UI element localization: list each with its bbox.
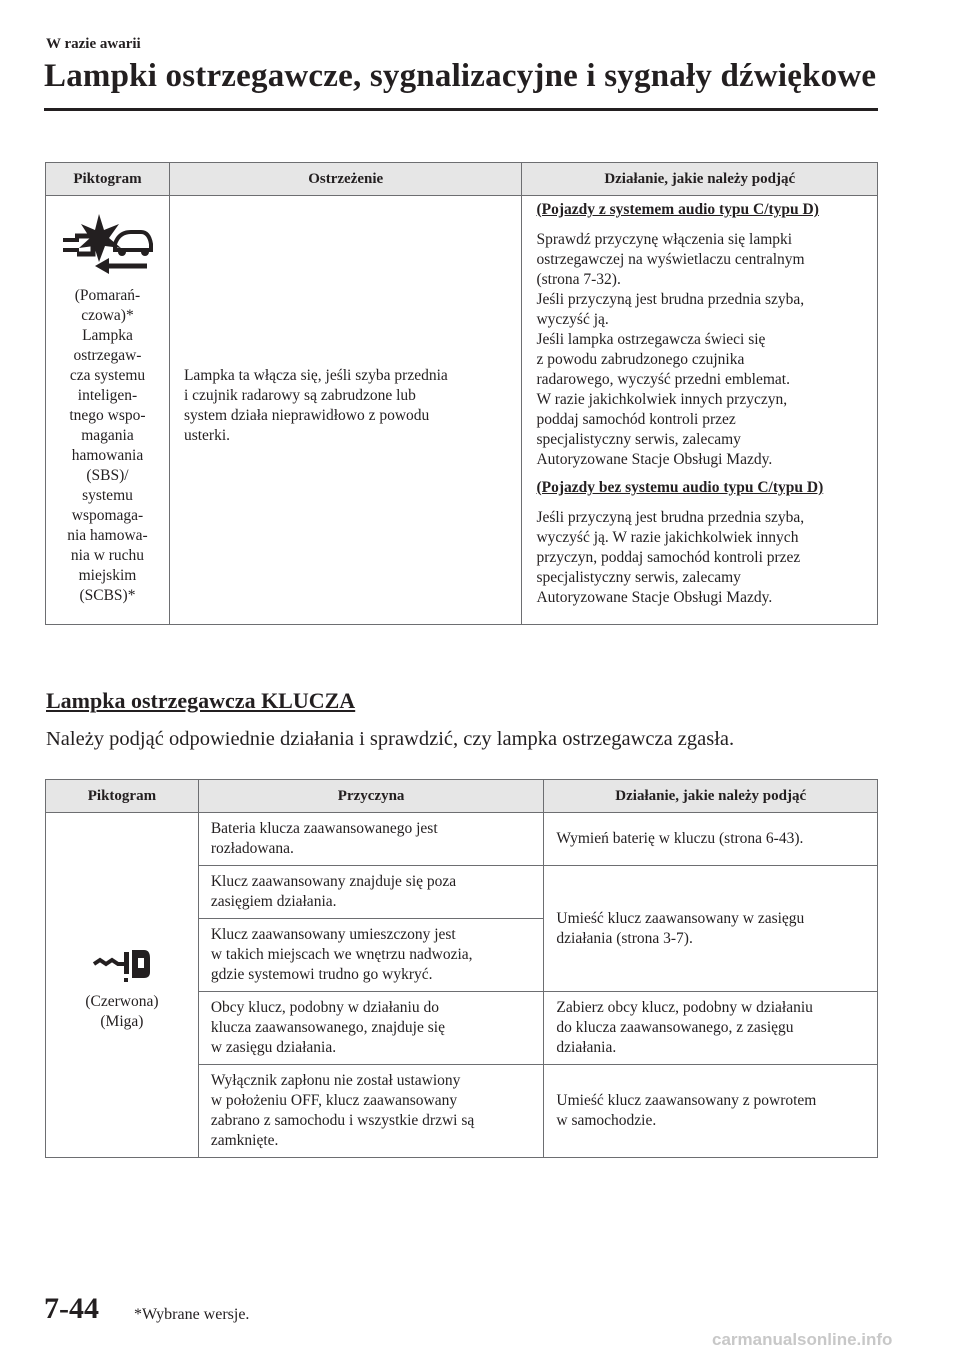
- cause-text: Bateria klucza zaawansowanego jest rozładowana.: [210, 820, 438, 857]
- watermark: carmanualsonline.info: [712, 1330, 893, 1349]
- action-text: Jeśli przyczyną jest brudna przednia szyba, wyczyść ją. W razie jakichkolwiek innych przyczyn, poddaj samochód kontroli przez specjalistyczny serwis, zalecamy Autoryzowane Stacje Obsługi Mazdy.: [536, 509, 805, 606]
- column-header: Piktogram: [46, 163, 170, 196]
- column-header: Piktogram: [46, 780, 199, 813]
- action-text: Umieść klucz zaawansowany z powrotem w samochodzie.: [556, 1092, 817, 1129]
- pictogram-caption: (Pomarań- czowa)* Lampka ostrzegaw- cza systemu inteligen- tnego wspo- magania hamowania (SBS)/ systemu wspomaga- nia hamowa- nia w ruchu miejskim (SCBS)*: [67, 287, 148, 604]
- cause-text: Wyłącznik zapłonu nie został ustawiony w położeniu OFF, klucz zaawansowany zabrano z samochodu i wszystkie drzwi są zamknięte.: [210, 1072, 475, 1149]
- action-text: Umieść klucz zaawansowany w zasięgu działania (strona 3-7).: [556, 909, 805, 947]
- action-cell: [544, 813, 878, 866]
- cause-cell: [198, 919, 544, 992]
- cause-cell: [198, 813, 544, 866]
- pictogram-cell: [46, 813, 199, 1158]
- cause-text: Klucz zaawansowany znajduje się poza zasięgiem działania.: [210, 873, 457, 910]
- column-header: Działanie, jakie należy podjąć: [544, 780, 878, 813]
- pictogram-caption: (Czerwona) (Miga): [85, 993, 159, 1030]
- sbs-scbs-warning-icon: [59, 210, 155, 276]
- table-header-row: [46, 163, 878, 196]
- action-cell: [522, 196, 878, 625]
- key-warning-icon: [92, 942, 152, 982]
- cause-cell: [198, 992, 544, 1065]
- table-row: [46, 196, 878, 625]
- warning-cell: [169, 196, 522, 625]
- action-text: Sprawdź przyczynę włączenia się lampki ostrzegawczej na wyświetlaczu centralnym (strona 7-32). Jeśli przyczyną jest brudna przednia szyba, wyczyść ją. Jeśli lampka ostrzegawcza świeci się z powodu zabrudzonego czujnika radarowego, wyczyść przedni emblemat. W razie jakichkolwiek innych przyczyn, poddaj samochód kontroli przez specjalistyczny serwis, zalecamy Autoryzowane Stacje Obsługi Mazdy.: [536, 231, 805, 468]
- cause-cell: [198, 1065, 544, 1158]
- footnote: *Wybrane wersje.: [134, 1306, 250, 1323]
- key-warning-table: [45, 779, 878, 1158]
- column-header: Ostrzeżenie: [169, 163, 522, 196]
- key-section-heading: Lampka ostrzegawcza KLUCZA: [46, 688, 356, 713]
- warning-text: Lampka ta włącza się, jeśli szyba przednia i czujnik radarowy są zabrudzone lub system działa nieprawidłowo z powodu usterki.: [183, 367, 448, 444]
- table-row: [46, 813, 878, 866]
- column-header: Przyczyna: [198, 780, 544, 813]
- key-section-intro: Należy podjąć odpowiednie działania i sprawdzić, czy lampka ostrzegawcza zgasła.: [46, 728, 735, 750]
- page-number: 7-44: [44, 1292, 99, 1325]
- column-header: Działanie, jakie należy podjąć: [522, 163, 878, 196]
- title-rule: [44, 108, 878, 111]
- cause-text: Klucz zaawansowany umieszczony jest w takich miejscach we wnętrzu nadwozia, gdzie systemowi trudno go wykryć.: [210, 926, 473, 983]
- action-cell: [544, 1065, 878, 1158]
- action-cell: [544, 866, 878, 992]
- action-subheading: (Pojazdy z systemem audio typu C/typu D): [536, 201, 819, 218]
- pictogram-cell: [46, 196, 170, 625]
- action-text: Zabierz obcy klucz, podobny w działaniu do klucza zaawansowanego, z zasięgu działania.: [556, 999, 813, 1056]
- action-cell: [544, 992, 878, 1065]
- action-text: Wymień baterię w kluczu (strona 6-43).: [556, 830, 804, 847]
- page-title: Lampki ostrzegawcze, sygnalizacyjne i sygnały dźwiękowe: [44, 58, 877, 94]
- section-label: W razie awarii: [46, 36, 141, 52]
- cause-text: Obcy klucz, podobny w działaniu do klucza zaawansowanego, znajduje się w zasięgu działania.: [210, 999, 445, 1056]
- sbs-warning-table: [45, 162, 878, 625]
- cause-cell: [198, 866, 544, 919]
- table-header-row: [46, 780, 878, 813]
- action-subheading: (Pojazdy bez systemu audio typu C/typu D): [536, 479, 824, 496]
